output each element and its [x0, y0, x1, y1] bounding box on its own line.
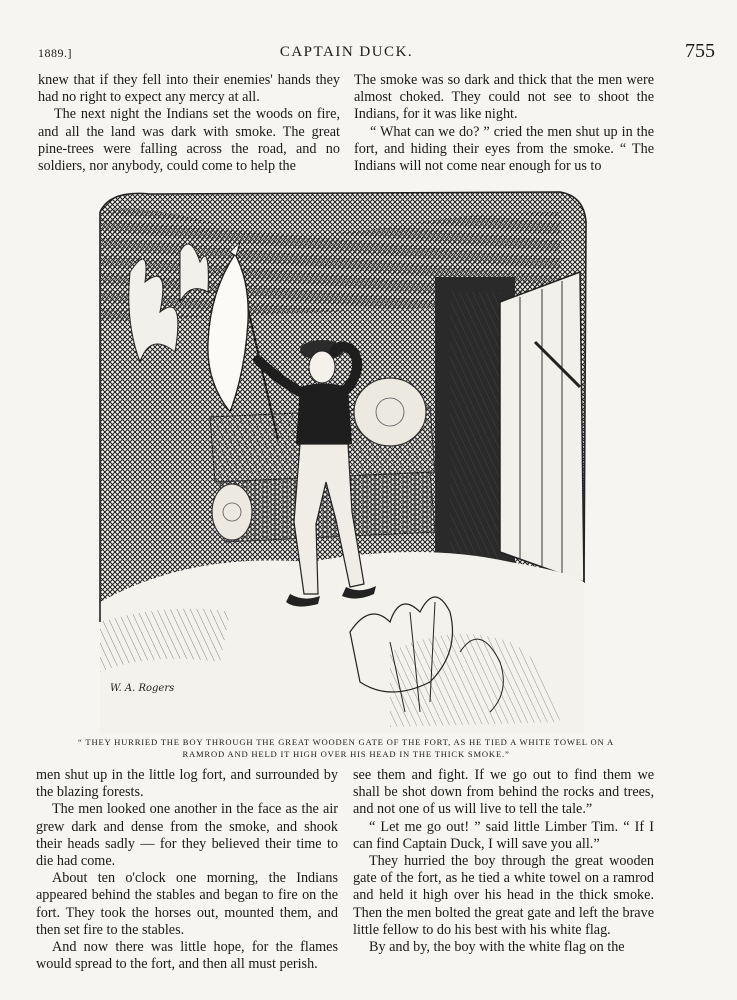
paragraph: By and by, the boy with the white flag on the — [369, 939, 625, 956]
page-number: 755 — [685, 40, 715, 62]
bottom-left-column — [36, 767, 338, 973]
caption-line: “ THEY HURRIED THE BOY THROUGH THE GREAT WOODEN GATE OF THE FORT, AS HE TIED A WHITE TOWEL ON A — [78, 737, 614, 747]
paragraph: “ Let me go out! ” said little Limber Tim. “ If I can find Captain Duck, I will save you all.” — [353, 818, 654, 852]
paragraph: The smoke was so dark and thick that the men were almost choked. They could not see to shoot the Indians, for it was like night. — [354, 72, 654, 123]
illustration-caption — [38, 736, 654, 760]
top-left-column — [38, 72, 340, 175]
bottom-right-column — [353, 767, 654, 956]
paragraph: And now there was little hope, for the flames would spread to the fort, and then all must perish. — [36, 939, 338, 973]
paragraph: The men looked one another in the face as the air grew dark and dense from the smoke, and shook their heads sadly — for they believed their time to die had come. — [36, 801, 338, 870]
engraving-illustration — [90, 182, 588, 734]
paragraph: The next night the Indians set the woods on fire, and all the land was dark with smoke. The great pine-trees were falling across the road, and no soldiers, nor anybody, could come to help the — [38, 106, 340, 175]
paragraph: men shut up in the little log fort, and surrounded by the blazing forests. — [36, 767, 338, 801]
top-right-column — [354, 72, 654, 175]
paragraph: About ten o'clock one morning, the Indians appeared behind the stables and began to fire on the fort. They took the horses out, mounted them, and then set fire to the stables. — [36, 870, 338, 938]
header-year: 1889.] — [38, 46, 72, 60]
paragraph: They hurried the boy through the great wooden gate of the fort, as he tied a white towel on a ramrod and held it high over his head in the thick smoke. Then the men bolted the great gate and left the brave little fellow to do his best with his white flag. — [353, 853, 654, 938]
illustration-drawing — [90, 182, 588, 734]
header-title: CAPTAIN DUCK. — [279, 44, 414, 60]
running-header — [38, 40, 715, 70]
artist-signature: W. A. Rogers — [110, 683, 175, 694]
paragraph: “ What can we do? ” cried the men shut up in the fort, and hiding their eyes from the smoke. “ The Indians will not come near enough for us to — [354, 123, 654, 175]
paragraph: see them and fight. If we go out to find them we shall be shot down from behind the rocks and trees, and not one of us will live to tell the tale.” — [353, 767, 654, 818]
caption-line: RAMROD AND HELD IT HIGH OVER HIS HEAD IN THE THICK SMOKE.” — [182, 749, 510, 759]
paragraph: knew that if they fell into their enemies' hands they had no right to expect any mercy at all. — [38, 72, 340, 106]
